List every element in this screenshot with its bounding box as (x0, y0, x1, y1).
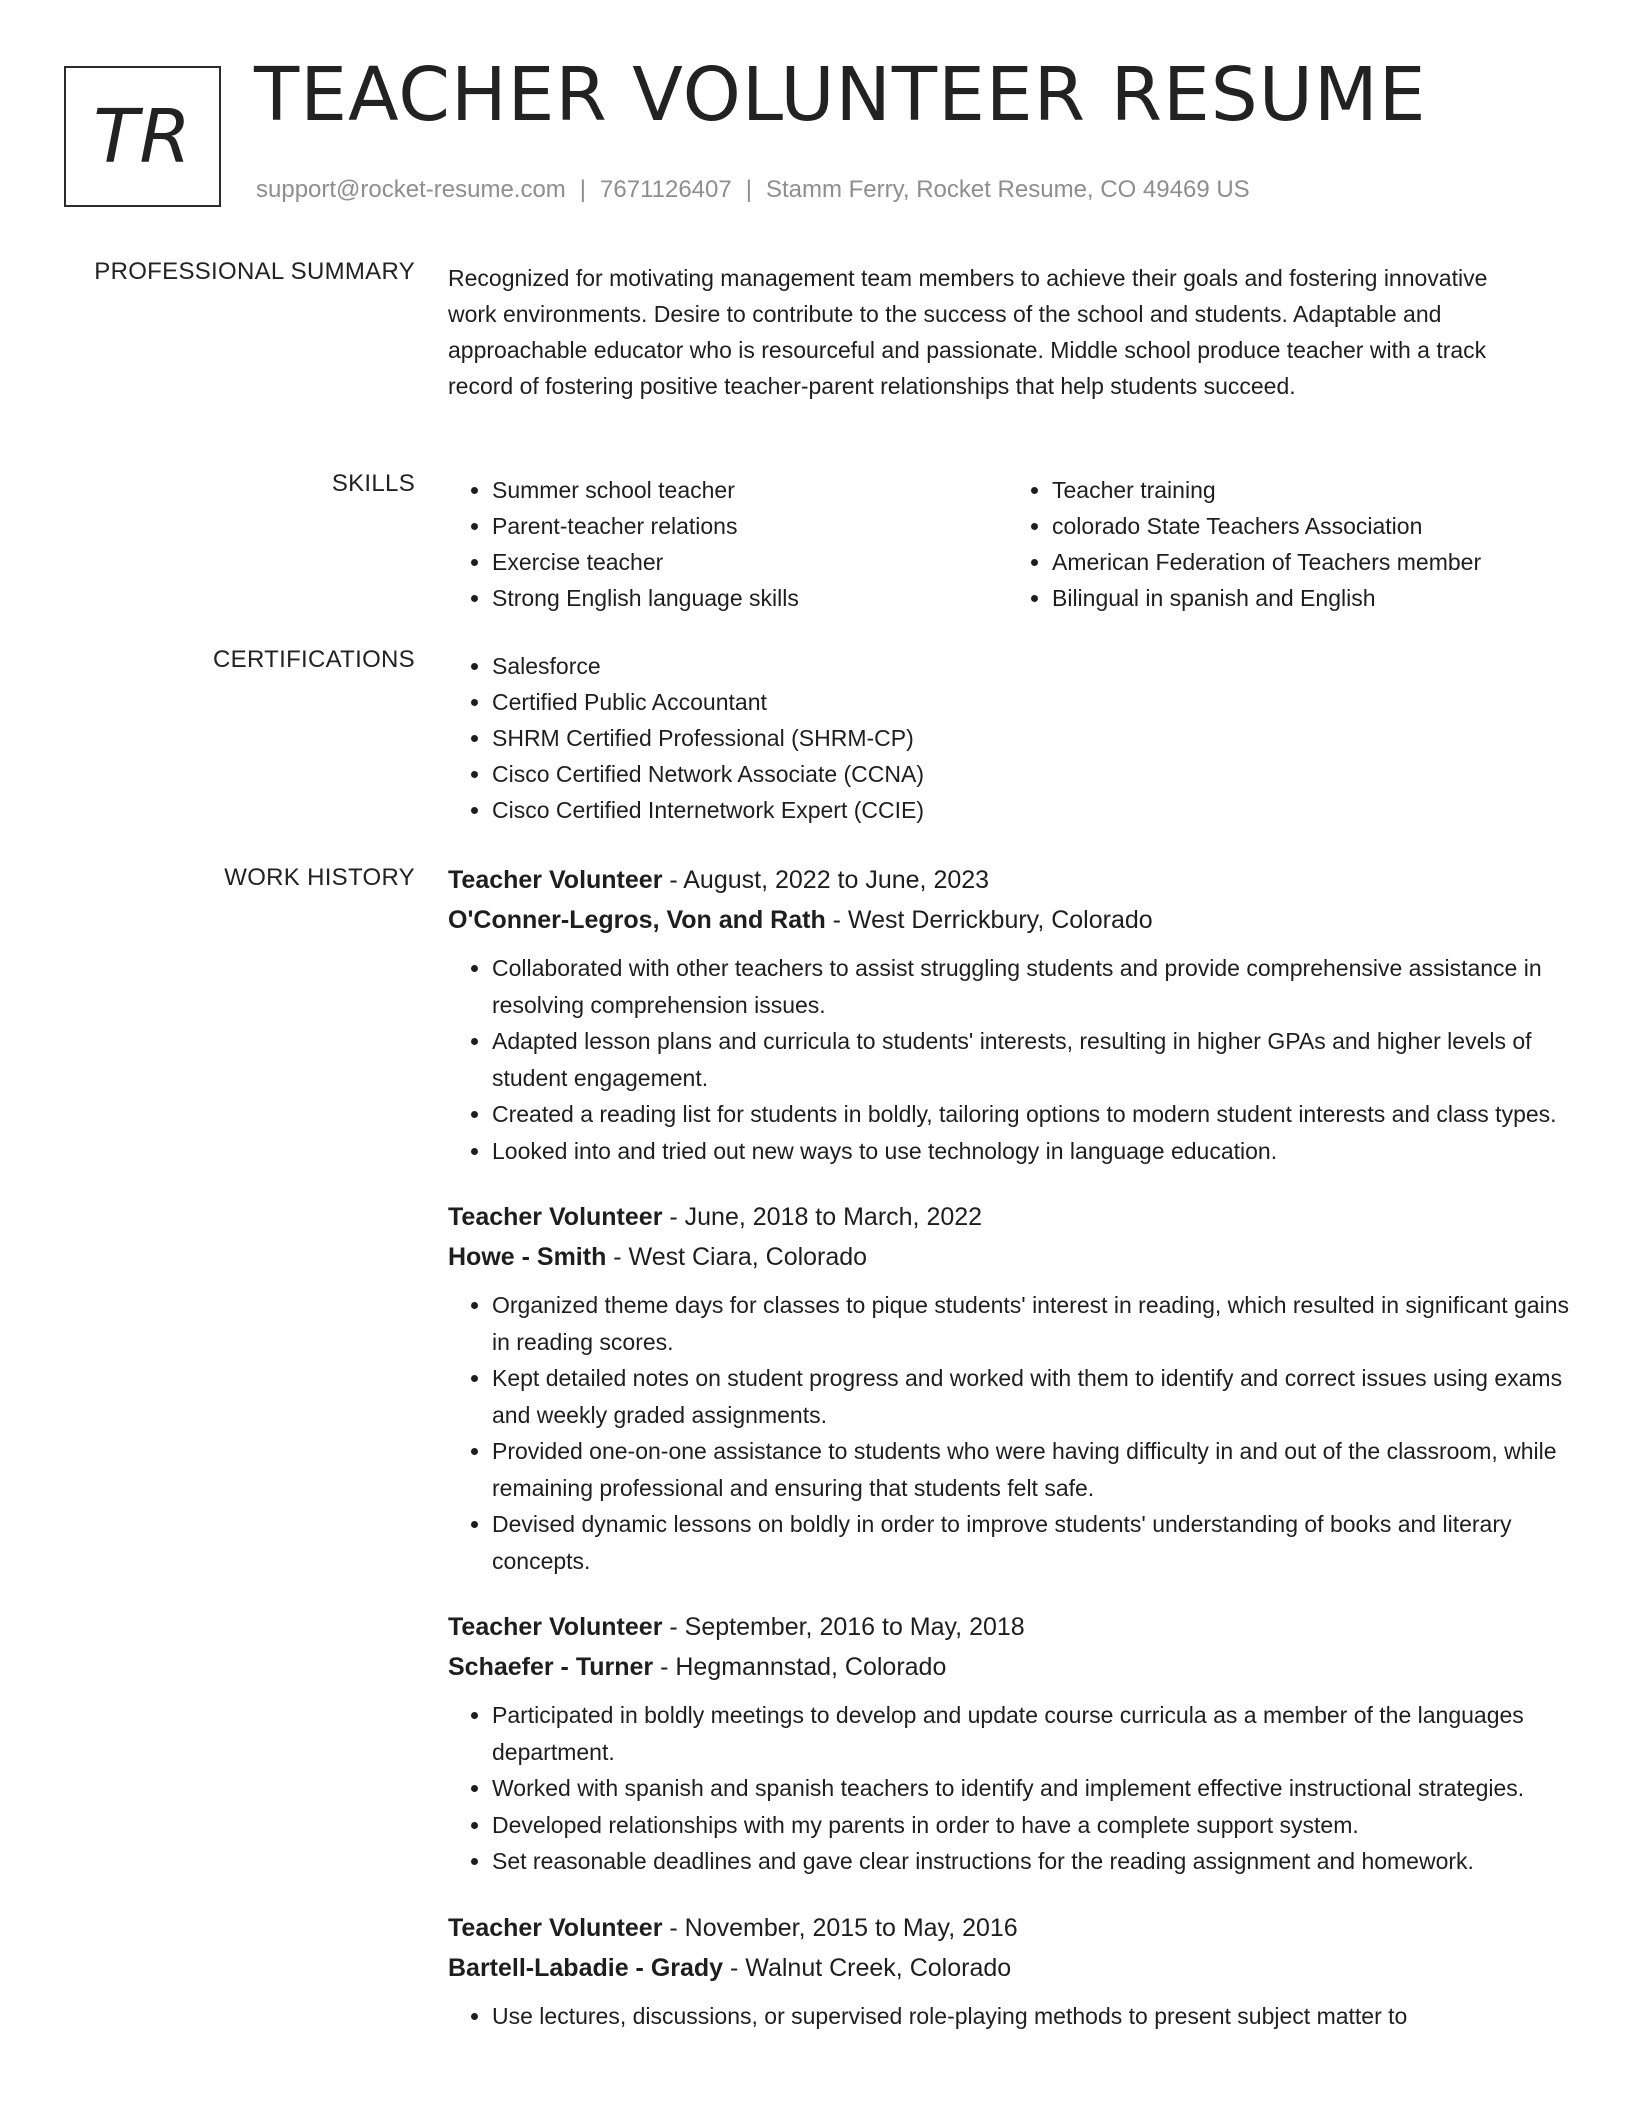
job-location: - West Derrickbury, Colorado (825, 906, 1153, 934)
work-history-body (448, 860, 1568, 2062)
job-bullet: • Looked into and tried out new ways to use technology in language education. (492, 1133, 1572, 1170)
job-dates: - August, 2022 to June, 2023 (662, 866, 990, 894)
skill-item: • Teacher training (1052, 472, 1568, 508)
job-title-line (448, 1607, 1568, 1647)
skill-item: • colorado State Teachers Association (1052, 508, 1568, 544)
job-bullet: • Developed relationships with my parents in order to have a complete support system. (492, 1807, 1572, 1844)
job-company: Howe - Smith (448, 1243, 607, 1271)
job-title: Teacher Volunteer (448, 1613, 663, 1641)
job-location: - West Ciara, Colorado (606, 1243, 868, 1271)
contact-phone: 7671126407 (600, 176, 732, 203)
certification-item: • Cisco Certified Network Associate (CCNA) (492, 756, 1568, 792)
certifications-body (448, 648, 1568, 828)
job-company-line (448, 1237, 1568, 1277)
job-bullets (448, 1287, 1572, 1579)
job-bullet: • Provided one-on-one assistance to students who were having difficulty in and out of the classroom, while remaining professional and ensuring that students felt safe. (492, 1433, 1572, 1506)
certification-item: • SHRM Certified Professional (SHRM-CP) (492, 720, 1568, 756)
certifications-list (448, 648, 1568, 828)
skills-columns (448, 472, 1568, 616)
resume-title: TEACHER VOLUNTEER RESUME (254, 52, 1427, 138)
job-bullet: • Collaborated with other teachers to assist struggling students and provide comprehensive assistance in resolving comprehension issues. (492, 950, 1572, 1023)
job-title: Teacher Volunteer (448, 1913, 663, 1942)
job-bullet: • Devised dynamic lessons on boldly in order to improve students' understanding of books and literary concepts. (492, 1506, 1572, 1579)
job-title-line (448, 1197, 1568, 1237)
job-bullet: • Set reasonable deadlines and gave clear instructions for the reading assignment and homework. (492, 1843, 1572, 1880)
job-location: - Walnut Creek, Colorado (723, 1953, 1012, 1982)
job-title: Teacher Volunteer (448, 866, 663, 894)
job-company-line (448, 1647, 1568, 1687)
monogram-box (64, 66, 221, 207)
contact-separator: | (745, 176, 752, 203)
skill-item: • Summer school teacher (492, 472, 1008, 508)
skill-item: • Exercise teacher (492, 544, 1008, 580)
job-entry (448, 1607, 1568, 1880)
job-entry (448, 1908, 1568, 2035)
job-bullet: • Worked with spanish and spanish teachers to identify and implement effective instructional strategies. (492, 1770, 1572, 1807)
summary-text: Recognized for motivating management team members to achieve their goals and fostering innovative work environments. Desire to contribute to the success of the school and students. Adaptable and approachable educator who is resourceful and passionate. Middle school produce teacher with a track record of fostering positive teacher-parent relationships that help students succeed. (448, 265, 1488, 399)
skill-item: • Strong English language skills (492, 580, 1008, 616)
section-label-work-history: WORK HISTORY (224, 864, 415, 891)
job-bullet: • Use lectures, discussions, or supervised role-playing methods to present subject matter to (492, 1998, 1572, 2035)
job-dates: - November, 2015 to May, 2016 (662, 1913, 1018, 1942)
job-dates: - June, 2018 to March, 2022 (662, 1203, 983, 1231)
job-title-line (448, 860, 1568, 900)
certification-item: • Salesforce (492, 648, 1568, 684)
job-bullet: • Created a reading list for students in boldly, tailoring options to modern student interests and class types. (492, 1096, 1572, 1133)
job-bullet: • Kept detailed notes on student progress and worked with them to identify and correct issues using exams and weekly graded assignments. (492, 1360, 1572, 1433)
skills-body (448, 472, 1568, 616)
job-dates: - September, 2016 to May, 2018 (662, 1613, 1025, 1641)
skill-item: • American Federation of Teachers member (1052, 544, 1568, 580)
job-entry (448, 860, 1568, 1169)
job-bullet: • Organized theme days for classes to pique students' interest in reading, which resulted in significant gains in reading scores. (492, 1287, 1572, 1360)
section-label-skills: SKILLS (331, 470, 415, 497)
job-entry (448, 1197, 1568, 1579)
job-title-line (448, 1908, 1568, 1948)
certification-item: • Cisco Certified Internetwork Expert (CCIE) (492, 792, 1568, 828)
skills-list-right (1008, 472, 1568, 616)
job-company: Schaefer - Turner (448, 1653, 654, 1681)
job-bullet: • Adapted lesson plans and curricula to students' interests, resulting in higher GPAs and higher levels of student engagement. (492, 1023, 1572, 1096)
job-company: Bartell-Labadie - Grady (448, 1953, 724, 1982)
section-label-certifications: CERTIFICATIONS (213, 646, 415, 673)
job-bullets (448, 950, 1572, 1169)
job-company: O'Conner-Legros, Von and Rath (448, 906, 826, 934)
job-title: Teacher Volunteer (448, 1203, 663, 1231)
job-company-line (448, 900, 1568, 940)
contact-line (256, 176, 1250, 204)
certification-item: • Certified Public Accountant (492, 684, 1568, 720)
contact-separator: | (579, 176, 587, 203)
skill-item: • Bilingual in spanish and English (1052, 580, 1568, 616)
skills-list-left (448, 472, 1008, 616)
contact-email: support@rocket-resume.com (256, 176, 566, 203)
section-label-summary: PROFESSIONAL SUMMARY (94, 258, 415, 285)
summary-body (448, 260, 1568, 404)
job-bullets (448, 1697, 1572, 1880)
job-company-line (448, 1948, 1568, 1988)
monogram-initials: TR (93, 93, 192, 180)
job-bullets (448, 1998, 1572, 2035)
skill-item: • Parent-teacher relations (492, 508, 1008, 544)
job-bullet: • Participated in boldly meetings to develop and update course curricula as a member of the languages department. (492, 1697, 1572, 1770)
contact-address: Stamm Ferry, Rocket Resume, CO 49469 US (765, 176, 1250, 203)
job-location: - Hegmannstad, Colorado (653, 1653, 947, 1681)
